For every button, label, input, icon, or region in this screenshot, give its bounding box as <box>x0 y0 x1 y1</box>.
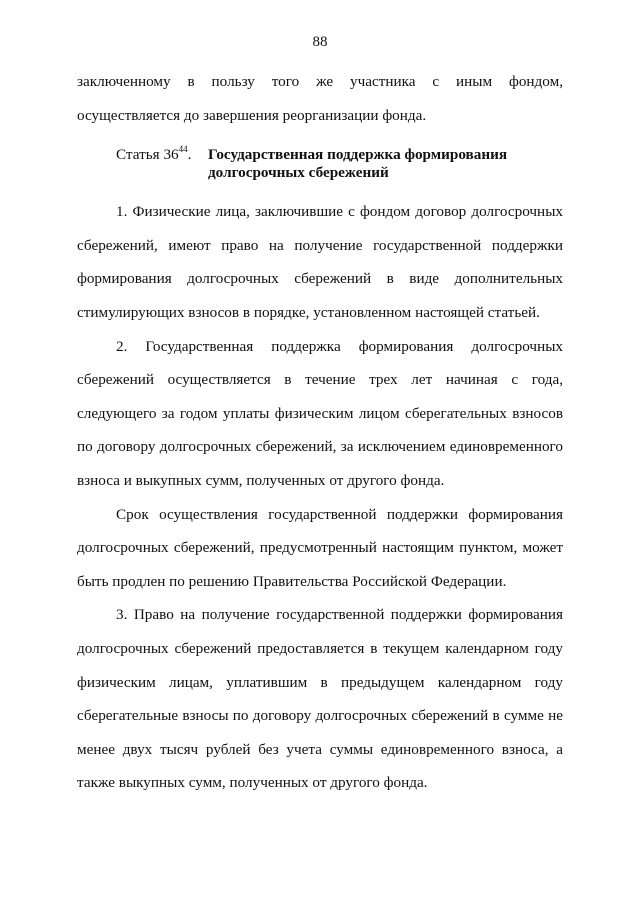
paragraph-2-continuation: Срок осуществления государственной поддержки формирования долгосрочных сбережений, предусмотренный настоящим пунктом, может быть продлен по решению Правительства Российской Федерации. <box>77 505 563 590</box>
document-body <box>77 65 563 800</box>
intro-paragraph: заключенному в пользу того же участника с иным фондом, осуществляется до завершения реорганизации фонда. <box>77 73 563 124</box>
article-number-dot: . <box>187 146 192 164</box>
article-title <box>208 146 563 182</box>
article-number-base: Статья 36 <box>116 146 179 164</box>
paragraph-2: 2. Государственная поддержка формирования долгосрочных сбережений осуществляется в течение трех лет начиная с года, следующего за годом уплаты физическим лицом сберегательных взносов по договору долгосрочных сбережений, за исключением единовременного взноса и выкупных сумм, полученных от другого фонда. <box>77 337 563 489</box>
article-number <box>77 146 208 182</box>
paragraph-3: 3. Право на получение государственной поддержки формирования долгосрочных сбережений предоставляется в текущем календарном году физическим лицам, уплатившим в предыдущем календарном году сберегательные взносы по договору долгосрочных сбережений в сумме не менее двух тысяч рублей без учета суммы единовременного взноса, а также выкупных сумм, полученных от другого фонда. <box>77 606 563 792</box>
article-heading <box>77 146 563 182</box>
article-title-line-1: Государственная поддержка формирования <box>208 146 508 164</box>
article-title-line-2: долгосрочных сбережений <box>208 164 389 182</box>
page-number: 88 <box>312 34 328 50</box>
article-number-superscript: 44 <box>178 144 188 155</box>
paragraph-1: 1. Физические лица, заключившие с фондом договор долгосрочных сбережений, имеют право на получение государственной поддержки формирования долгосрочных сбережений в виде дополнительных стимулирующих взносов в порядке, установленном настоящей статьей. <box>77 203 563 321</box>
